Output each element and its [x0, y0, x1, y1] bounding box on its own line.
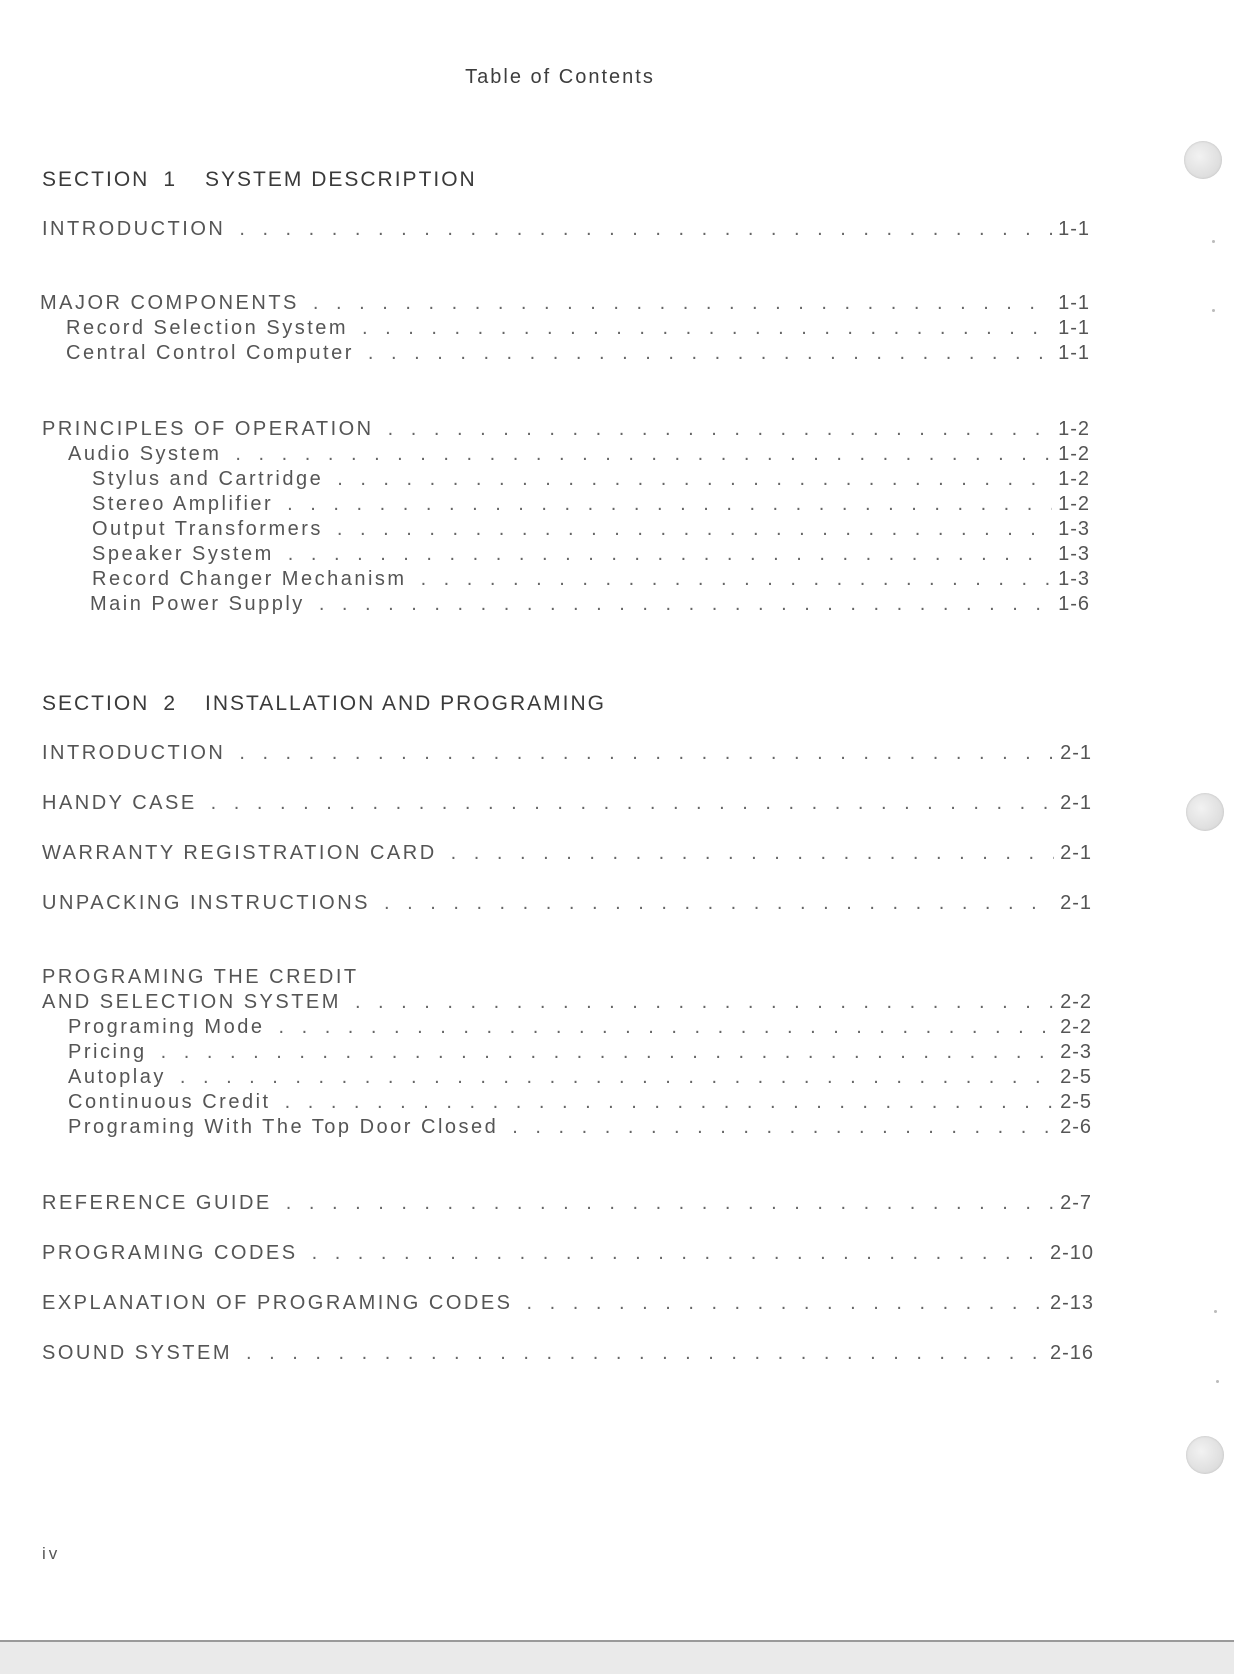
toc-entry-label: Pricing — [68, 1041, 147, 1063]
binder-hole — [1186, 793, 1224, 831]
section-label: SECTION — [42, 692, 150, 715]
toc-entry-page: 1-2 — [1058, 468, 1090, 490]
toc-entry-label: Audio System — [68, 443, 222, 465]
toc-entry-label: PRINCIPLES OF OPERATION — [42, 418, 374, 440]
toc-entry[interactable] — [66, 317, 1090, 340]
toc-entry-page: 2-5 — [1060, 1066, 1092, 1088]
dot-leader — [319, 593, 1052, 616]
paper-speck — [1212, 240, 1215, 243]
binder-hole — [1184, 141, 1222, 179]
dot-leader — [313, 292, 1052, 315]
dot-leader — [355, 991, 1054, 1014]
toc-entry-label: INTRODUCTION — [42, 218, 226, 240]
binder-hole — [1186, 1436, 1224, 1474]
toc-entry-page: 1-1 — [1058, 218, 1090, 240]
toc-entry[interactable] — [92, 543, 1090, 566]
section-number: 1 — [163, 168, 178, 191]
toc-entry-label: PROGRAMING THE CREDIT — [42, 966, 359, 988]
section-name: SYSTEM DESCRIPTION — [205, 168, 477, 191]
toc-entry-page: 1-3 — [1058, 543, 1090, 565]
toc-entry[interactable] — [42, 418, 1090, 441]
toc-entry-page: 1-2 — [1058, 418, 1090, 440]
toc-entry[interactable] — [42, 991, 1092, 1014]
dot-leader — [451, 842, 1054, 865]
dot-leader — [312, 1242, 1044, 1265]
toc-entry-page: 1-2 — [1058, 443, 1090, 465]
toc-entry[interactable] — [42, 842, 1092, 865]
toc-entry[interactable] — [68, 1016, 1092, 1039]
page-title: Table of Contents — [465, 66, 655, 88]
toc-entry-label: UNPACKING INSTRUCTIONS — [42, 892, 370, 914]
toc-entry-label: Stylus and Cartridge — [92, 468, 324, 490]
toc-entry-page: 2-16 — [1049, 1342, 1094, 1364]
toc-entry-page: 2-1 — [1060, 792, 1092, 814]
toc-entry-label: EXPLANATION OF PROGRAMING CODES — [42, 1292, 513, 1314]
dot-leader — [527, 1292, 1044, 1315]
toc-entry-label: Central Control Computer — [66, 342, 354, 364]
toc-entry-page: 1-2 — [1058, 493, 1090, 515]
dot-leader — [337, 518, 1052, 541]
toc-entry[interactable] — [42, 792, 1092, 815]
toc-entry[interactable] — [68, 1091, 1092, 1114]
toc-entry-label: MAJOR COMPONENTS — [40, 292, 299, 314]
dot-leader — [246, 1342, 1044, 1365]
section-label: SECTION — [42, 168, 150, 191]
toc-entry-page: 1-1 — [1058, 342, 1090, 364]
dot-leader — [362, 317, 1052, 340]
toc-entry-label: Output Transformers — [92, 518, 323, 540]
dot-leader — [286, 1192, 1054, 1215]
dot-leader — [161, 1041, 1054, 1064]
toc-entry[interactable] — [68, 1041, 1092, 1064]
dot-leader — [211, 792, 1054, 815]
toc-entry[interactable] — [92, 568, 1090, 591]
toc-entry[interactable] — [92, 468, 1090, 491]
toc-entry[interactable] — [42, 1292, 1094, 1315]
toc-entry-page: 2-5 — [1060, 1091, 1092, 1113]
toc-entry[interactable] — [42, 1342, 1094, 1365]
dot-leader — [368, 342, 1052, 365]
toc-entry-page: 2-2 — [1060, 991, 1092, 1013]
dot-leader — [384, 892, 1054, 915]
toc-entry-page: 2-7 — [1060, 1192, 1092, 1214]
dot-leader — [512, 1116, 1054, 1139]
toc-entry-label: Speaker System — [92, 543, 274, 565]
toc-entry[interactable] — [92, 518, 1090, 541]
dot-leader — [285, 1091, 1055, 1114]
toc-entry-label: WARRANTY REGISTRATION CARD — [42, 842, 437, 864]
section-number: 2 — [163, 692, 178, 715]
dot-leader — [388, 418, 1052, 441]
toc-entry-page: 2-10 — [1049, 1242, 1094, 1264]
scan-bottom-edge — [0, 1640, 1234, 1674]
dot-leader — [287, 493, 1052, 516]
toc-entry[interactable] — [66, 342, 1090, 365]
dot-leader — [180, 1066, 1054, 1089]
toc-entry[interactable] — [90, 593, 1090, 616]
section-name: INSTALLATION AND PROGRAMING — [205, 692, 606, 715]
toc-entry-page: 2-1 — [1060, 842, 1092, 864]
toc-entry-label: HANDY CASE — [42, 792, 197, 814]
toc-entry-page: 1-1 — [1058, 317, 1090, 339]
toc-entry-page: 2-2 — [1060, 1016, 1092, 1038]
toc-entry-page: 2-13 — [1049, 1292, 1094, 1314]
dot-leader — [421, 568, 1053, 591]
toc-entry-label: Stereo Amplifier — [92, 493, 274, 515]
toc-entry-page: 2-1 — [1060, 742, 1092, 764]
paper-speck — [1216, 1380, 1219, 1383]
toc-entry-page: 1-3 — [1058, 568, 1090, 590]
toc-entry-page: 2-3 — [1060, 1041, 1092, 1063]
toc-entry-label: SOUND SYSTEM — [42, 1342, 233, 1364]
dot-leader — [239, 742, 1054, 765]
toc-entry-label: Record Changer Mechanism — [92, 568, 407, 590]
toc-entry[interactable] — [68, 1066, 1092, 1089]
toc-entry-label: Programing Mode — [68, 1016, 265, 1038]
page-number: iv — [42, 1544, 61, 1563]
toc-entry-label: Programing With The Top Door Closed — [68, 1116, 499, 1138]
toc-entry-label: Main Power Supply — [90, 593, 305, 615]
dot-leader — [235, 443, 1052, 466]
toc-entry[interactable] — [40, 292, 1090, 315]
toc-entry[interactable] — [92, 493, 1090, 516]
toc-entry-page: 2-6 — [1060, 1116, 1092, 1138]
toc-entry-label: Continuous Credit — [68, 1091, 271, 1113]
toc-entry-page: 2-1 — [1060, 892, 1092, 914]
toc-entry[interactable] — [42, 742, 1092, 765]
toc-entry[interactable] — [42, 218, 1090, 241]
section-2-heading — [42, 692, 606, 716]
paper-speck — [1212, 309, 1215, 312]
toc-entry-label: INTRODUCTION — [42, 742, 226, 764]
toc-entry-label: REFERENCE GUIDE — [42, 1192, 272, 1214]
toc-entry[interactable] — [42, 1192, 1092, 1215]
dot-leader — [337, 468, 1052, 491]
toc-entry-page: 1-3 — [1058, 518, 1090, 540]
toc-entry[interactable] — [42, 1242, 1094, 1265]
paper-speck — [1214, 1310, 1217, 1313]
toc-entry[interactable] — [42, 892, 1092, 915]
toc-entry[interactable] — [68, 443, 1090, 466]
section-1-heading — [42, 168, 477, 192]
toc-entry-label: Record Selection System — [66, 317, 349, 339]
dot-leader — [288, 543, 1052, 566]
dot-leader — [239, 218, 1052, 241]
dot-leader — [278, 1016, 1054, 1039]
toc-entry-page: 1-1 — [1058, 292, 1090, 314]
toc-entry-label: Autoplay — [68, 1066, 166, 1088]
toc-entry[interactable] — [68, 1116, 1092, 1139]
toc-entry-label: PROGRAMING CODES — [42, 1242, 298, 1264]
toc-entry-label: AND SELECTION SYSTEM — [42, 991, 341, 1013]
toc-entry-page: 1-6 — [1058, 593, 1090, 615]
